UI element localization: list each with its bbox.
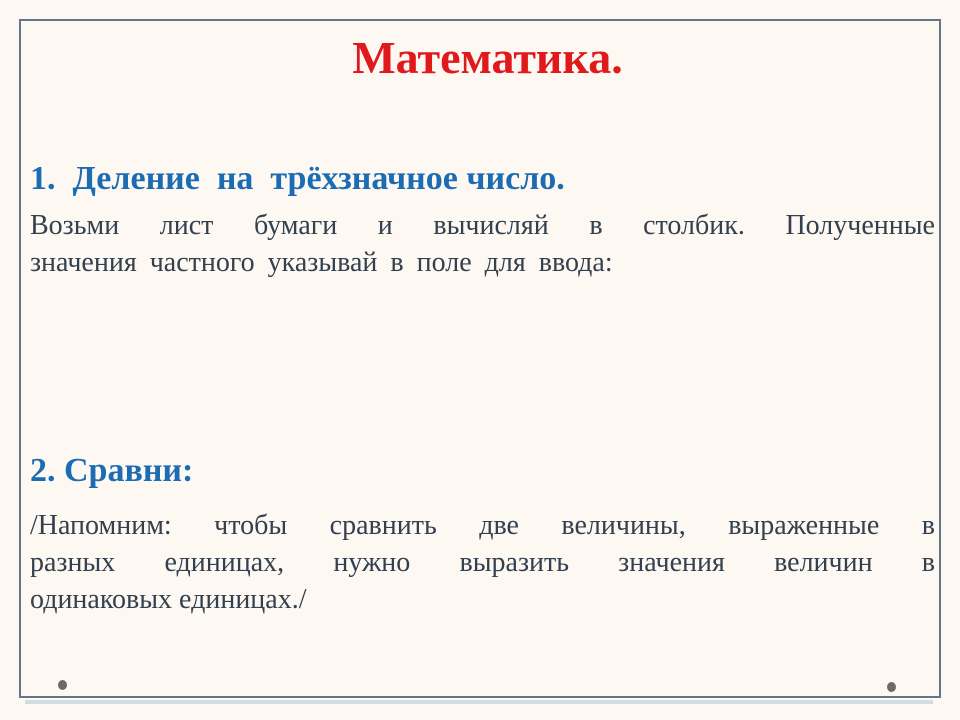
- slide-bottom-shadow: [25, 700, 933, 704]
- bullet-dot-left: [58, 680, 67, 690]
- section-2-body: [30, 507, 935, 618]
- section-2-body-line-1: /Напомним: чтобы сравнить две величины, выраженные в: [30, 510, 935, 541]
- section-2-body-line-2: разных единицах, нужно выразить значения величин в: [30, 547, 935, 578]
- section-2-body-line-3: одинаковых единицах./: [30, 584, 307, 615]
- section-1-body-line-2: значения частного указывай в поле для ввода:: [30, 247, 613, 278]
- section-1-body-line-1: Возьми лист бумаги и вычисляй в столбик. Полученные: [30, 210, 935, 241]
- slide-title: Математика.: [352, 32, 623, 83]
- section-1-body: [30, 207, 935, 281]
- section-1-heading: 1. Деление на трёхзначное число.: [30, 160, 565, 197]
- section-2-heading: 2. Сравни:: [30, 452, 194, 489]
- bullet-dot-right: [887, 682, 896, 692]
